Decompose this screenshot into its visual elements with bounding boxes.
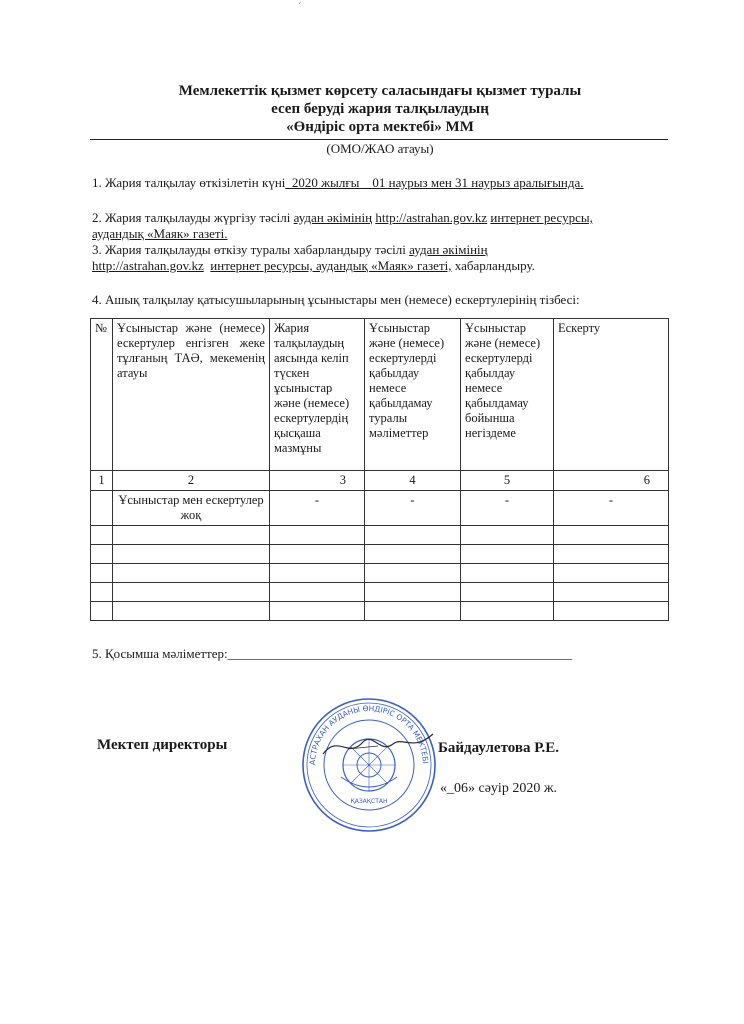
title-rule [90, 139, 668, 140]
item-3-link[interactable]: http://astrahan.gov.kz [92, 258, 204, 273]
official-stamp [301, 697, 437, 833]
subtitle: (ОМО/ЖАО атауы) [326, 141, 434, 156]
empty-row [91, 564, 669, 583]
item-5 [92, 646, 572, 662]
table-row [91, 491, 669, 526]
item-1 [92, 175, 584, 191]
signature-name: Байдаулетова Р.Е. [438, 740, 560, 756]
item-2-line-2: аудандық «Маяк» газеті. [92, 226, 228, 241]
number-cell: 5 [461, 471, 554, 491]
item-1-prefix: 1. Жария талқылау өткізілетін күні [92, 175, 286, 190]
proposals-table [90, 318, 669, 621]
stamp-ring-text: АСТРАХАН АУДАНЫ ӨНДІРІС ОРТА МЕКТЕБІ [307, 703, 430, 766]
item-3-line-2 [92, 258, 535, 274]
empty-row [91, 583, 669, 602]
table-cell: - [270, 491, 365, 526]
item-3-suffix: хабарландыру. [451, 258, 535, 273]
item-5-blank-line: _____________________________________________________ [227, 646, 573, 661]
table-cell: - [461, 491, 554, 526]
empty-row [91, 545, 669, 564]
item-2 [92, 210, 593, 226]
item-3 [92, 242, 488, 258]
table-header-row [91, 319, 669, 471]
item-3-akim: аудан әкімінің [409, 242, 488, 257]
item-3-resource: интернет ресурсы, аудандық «Маяк» газеті, [210, 258, 452, 273]
table-cell: Ұсыныстар мен ескертулер жоқ [113, 491, 270, 526]
header-cell: Ұсыныстар және (немесе) ескертулерді қабылдау немесе қабылдамау бойынша негіздеме [461, 319, 554, 471]
number-cell: 1 [91, 471, 113, 491]
empty-row [91, 602, 669, 621]
header-cell: № [91, 319, 113, 471]
signature-date: «_06» сәуір 2020 ж. [440, 781, 557, 796]
title-line-2: есеп беруді жария талқылаудың [271, 101, 489, 117]
header-cell: Ұсыныстар және (немесе) ескертулерді қабылдау немесе қабылдамау туралы мәліметтер [365, 319, 461, 471]
title-line-3: «Өндіріс орта мектебі» ММ [286, 119, 474, 135]
title-line-1: Мемлекеттік қызмет көрсету саласындағы қызмет туралы [178, 83, 582, 99]
stamp-center-text: ҚАЗАҚСТАН [350, 798, 388, 805]
table-cell: - [554, 491, 669, 526]
top-mark: ´ [298, 2, 302, 13]
item-2-link[interactable]: http://astrahan.gov.kz [375, 210, 488, 225]
number-cell: 3 [270, 471, 365, 491]
item-1-value: _2020 жылғы _ 01 наурыз мен 31 наурыз аралығында. [285, 175, 584, 190]
number-cell: 4 [365, 471, 461, 491]
item-3-prefix: 3. Жария талқылауды өткізу туралы хабарландыру тәсілі [92, 242, 410, 257]
header-cell: Ескерту [554, 319, 669, 471]
table-cell [91, 491, 113, 526]
item-4: 4. Ашық талқылау қатысушыларының ұсыныстары мен (немесе) ескертулерінің тізбесі: [92, 292, 580, 307]
header-cell: Ұсыныстар және (немесе) ескертулер енгізген жеке тұлғаның ТАӘ, мекеменің атауы [113, 319, 270, 471]
table-cell: - [365, 491, 461, 526]
item-2-akim: аудан әкімінің [293, 210, 373, 225]
table-number-row [91, 471, 669, 491]
number-cell: 6 [554, 471, 669, 491]
empty-row [91, 526, 669, 545]
number-cell: 2 [113, 471, 270, 491]
item-2-resource: интернет ресурсы, [490, 210, 593, 225]
handwritten-signature [318, 724, 438, 764]
item-5-label: 5. Қосымша мәліметтер: [92, 646, 228, 661]
header-cell: Жария талқылаудың аясында келіп түскен ұсыныстар және (немесе) ескертулердің қысқаша мазмұны [270, 319, 365, 471]
item-2-prefix: 2. Жария талқылауды жүргізу тәсілі [92, 210, 294, 225]
signature-role: Мектеп директоры [97, 737, 228, 753]
